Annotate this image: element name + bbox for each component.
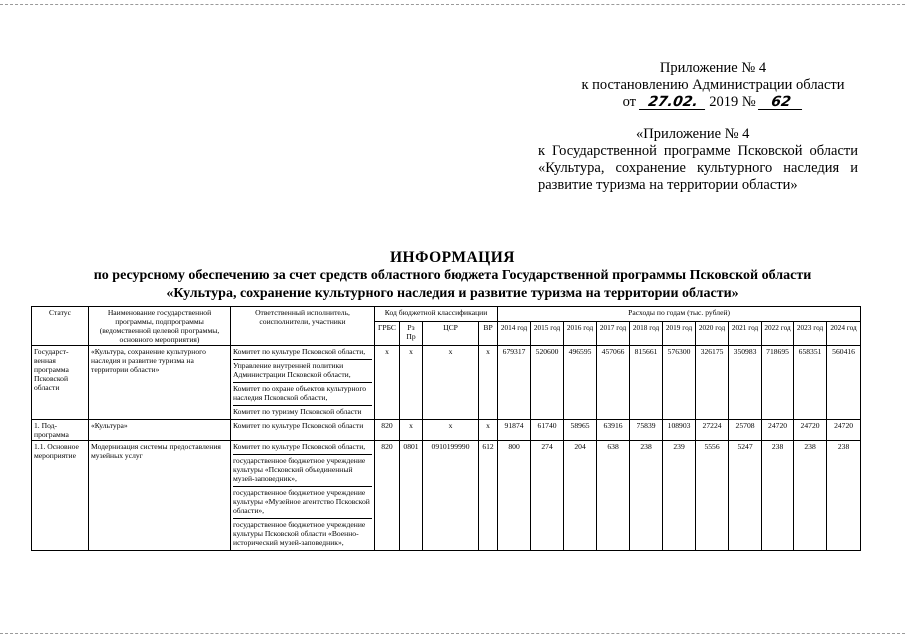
cell-value: 91874	[498, 420, 531, 441]
header-year: 2024 год	[827, 322, 861, 346]
program-annex-body: к Государственной программе Псковской области «Культура, сохранение культурного наследия и развитие туризма на территории области»	[538, 143, 858, 193]
program-annex-block	[538, 126, 858, 194]
cell-value: 24720	[827, 420, 861, 441]
cell-value: 63916	[597, 420, 630, 441]
header-year: 2023 год	[794, 322, 827, 346]
cell-value: 239	[663, 441, 696, 551]
header-executors: Ответственный исполнитель, соисполнители, участники	[231, 307, 375, 346]
resource-table	[31, 306, 861, 551]
executor-item: Комитет по охране объектов культурного наследия Псковской области,	[233, 383, 372, 406]
executor-item: государственное бюджетное учреждение культуры «Псковский объединенный музей-заповедник»,	[233, 455, 372, 487]
header-budget-code: Код бюджетной классификации	[375, 307, 498, 322]
cell-value: 75839	[630, 420, 663, 441]
handwritten-number: 62	[758, 95, 804, 110]
cell-value: 58965	[564, 420, 597, 441]
row-status: 1. Под-программа	[32, 420, 89, 441]
row-status: Государст-венная программа Псковской области	[32, 346, 89, 420]
heading-title: ИНФОРМАЦИЯ	[390, 249, 515, 266]
table-row	[32, 346, 861, 420]
annex-date-line	[563, 94, 863, 111]
header-year: 2018 год	[630, 322, 663, 346]
heading-line-3: «Культура, сохранение культурного наследия и развитие туризма на территории области»	[166, 286, 739, 301]
handwritten-date: 27.02.	[639, 95, 707, 110]
cell-value: 658351	[794, 346, 827, 420]
cell-value: 718695	[762, 346, 794, 420]
cell-value: 108903	[663, 420, 696, 441]
header-expenses: Расходы по годам (тыс. рублей)	[498, 307, 861, 322]
cell-value: 457066	[597, 346, 630, 420]
header-row-1	[32, 307, 861, 322]
cell-grbs: 820	[375, 420, 400, 441]
scan-edge-top	[0, 4, 905, 5]
cell-value: 496595	[564, 346, 597, 420]
table-row	[32, 420, 861, 441]
row-name: «Культура»	[89, 420, 231, 441]
header-rzpr: Рз Пр	[400, 322, 423, 346]
cell-value: 27224	[696, 420, 729, 441]
table-row	[32, 441, 861, 551]
cell-value: 24720	[794, 420, 827, 441]
cell-grbs: x	[375, 346, 400, 420]
cell-rzpr: 0801	[400, 441, 423, 551]
cell-value: 520600	[531, 346, 564, 420]
executor-item: государственное бюджетное учреждение культуры «Музейное агентство Псковской области»,	[233, 487, 372, 519]
header-year: 2015 год	[531, 322, 564, 346]
cell-vr: 612	[479, 441, 498, 551]
cell-value: 25708	[729, 420, 762, 441]
header-year: 2019 год	[663, 322, 696, 346]
cell-value: 800	[498, 441, 531, 551]
row-executors	[231, 441, 375, 551]
cell-value: 679317	[498, 346, 531, 420]
header-status: Статус	[32, 307, 89, 346]
executor-item: Комитет по туризму Псковской области	[233, 407, 362, 416]
cell-value: 560416	[827, 346, 861, 420]
executor-item: Комитет по культуре Псковской области	[233, 421, 364, 430]
annex-block	[563, 60, 863, 111]
cell-csr: x	[423, 420, 479, 441]
cell-rzpr: x	[400, 346, 423, 420]
cell-rzpr: x	[400, 420, 423, 441]
header-year: 2020 год	[696, 322, 729, 346]
cell-vr: x	[479, 420, 498, 441]
executor-item: Управление внутренней политики Администрации Псковской области,	[233, 360, 372, 383]
cell-value: 350983	[729, 346, 762, 420]
cell-value: 576300	[663, 346, 696, 420]
row-executors	[231, 420, 375, 441]
heading-line-2: по ресурсному обеспечению за счет средств областного бюджета Государственной программы Псковской области	[93, 268, 812, 283]
header-vr: ВР	[479, 322, 498, 346]
cell-grbs: 820	[375, 441, 400, 551]
header-year: 2017 год	[597, 322, 630, 346]
header-year: 2016 год	[564, 322, 597, 346]
header-grbs: ГРБС	[375, 322, 400, 346]
cell-csr: x	[423, 346, 479, 420]
header-year: 2014 год	[498, 322, 531, 346]
header-year: 2022 год	[762, 322, 794, 346]
header-csr: ЦСР	[423, 322, 479, 346]
cell-value: 326175	[696, 346, 729, 420]
document-heading	[0, 248, 905, 303]
cell-value: 204	[564, 441, 597, 551]
annex-resolution: к постановлению Администрации области	[581, 77, 845, 93]
header-year: 2021 год	[729, 322, 762, 346]
annex-title: Приложение № 4	[659, 60, 767, 76]
cell-value: 5556	[696, 441, 729, 551]
cell-value: 5247	[729, 441, 762, 551]
cell-vr: x	[479, 346, 498, 420]
cell-value: 61740	[531, 420, 564, 441]
cell-value: 238	[794, 441, 827, 551]
row-executors	[231, 346, 375, 420]
executor-item: Комитет по культуре Псковской области,	[233, 441, 372, 455]
cell-value: 238	[762, 441, 794, 551]
cell-value: 815661	[630, 346, 663, 420]
executor-item: государственное бюджетное учреждение культуры Псковской области «Военно-исторический музей-заповедник»,	[233, 520, 366, 547]
row-status: 1.1. Основное мероприятие	[32, 441, 89, 551]
cell-value: 274	[531, 441, 564, 551]
cell-value: 24720	[762, 420, 794, 441]
date-prefix: от	[622, 94, 637, 110]
executor-item: Комитет по культуре Псковской области,	[233, 346, 372, 360]
header-name: Наименование государственной программы, подпрограммы (ведомственной целевой программы, основного мероприятия)	[89, 307, 231, 346]
year-number-label: 2019 №	[709, 94, 756, 110]
cell-value: 238	[630, 441, 663, 551]
program-annex-title: «Приложение № 4	[636, 126, 750, 142]
row-name: «Культура, сохранение культурного наследия и развитие туризма на территории области»	[89, 346, 231, 420]
cell-value: 638	[597, 441, 630, 551]
row-name: Модернизация системы предоставления музейных услуг	[89, 441, 231, 551]
scan-edge-bottom	[0, 633, 905, 634]
cell-csr: 0910199990	[423, 441, 479, 551]
cell-value: 238	[827, 441, 861, 551]
